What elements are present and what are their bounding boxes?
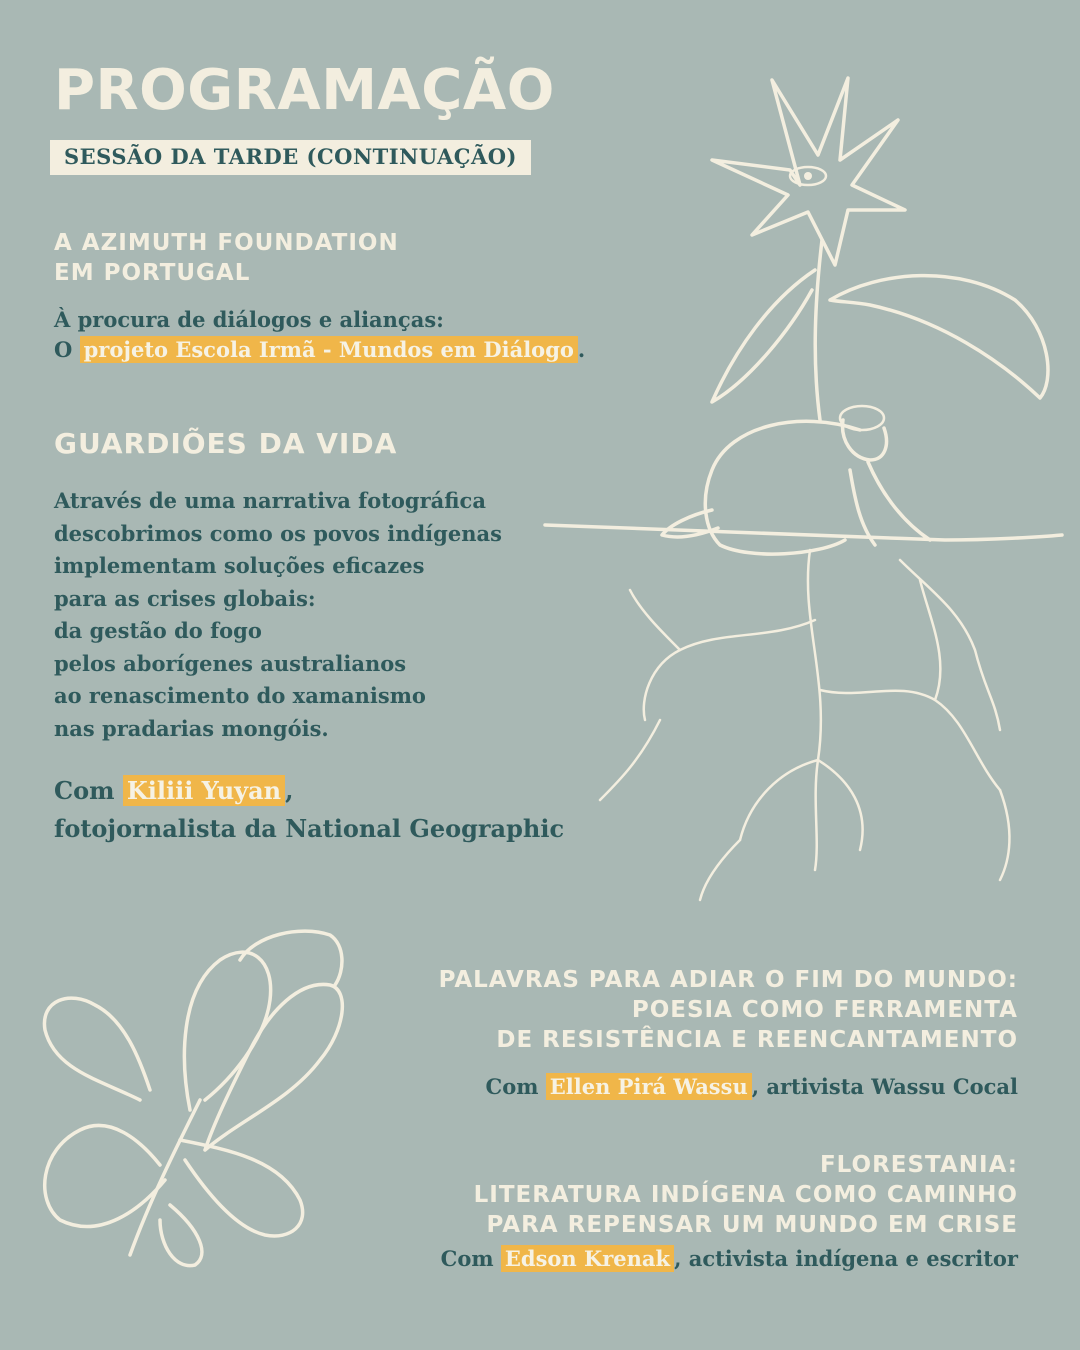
speaker-name: Ellen Pirá Wassu [546, 1073, 752, 1100]
section4-heading-line: FLORESTANIA: [819, 1152, 1018, 1178]
section2-body-line: Através de uma narrativa fotográfica [54, 488, 486, 513]
section2-credit-role: fotojornalista da National Geographic [54, 814, 565, 843]
section1-body-suffix: . [577, 337, 586, 362]
section2-credit-line [54, 772, 564, 810]
section2-body-line: para as crises globais: [54, 585, 316, 611]
section4-heading-line: LITERATURA INDÍGENA COMO CAMINHO [473, 1182, 1018, 1208]
section4-heading-line: PARA REPENSAR UM MUNDO EM CRISE [486, 1212, 1018, 1238]
speaker-name: Kiliii Yuyan [123, 775, 285, 806]
section3-heading-line: PALAVRAS PARA ADIAR O FIM DO MUNDO: [438, 967, 1018, 993]
section2-body-line: implementam soluções eficazes [54, 553, 425, 578]
section3-heading-line: DE RESISTÊNCIA E REENCANTAMENTO [496, 1027, 1018, 1053]
credit-suffix: , artivista Wassu Cocal [751, 1074, 1018, 1099]
section1-heading [54, 228, 399, 288]
section2-body [54, 485, 502, 745]
section2-body-line: descobrimos como os povos indígenas [54, 520, 502, 546]
subtitle-badge [50, 140, 531, 175]
section2-body-line: ao renascimento do xamanismo [54, 683, 426, 708]
credit-prefix: Com [440, 1246, 501, 1271]
section3-heading [439, 965, 1018, 1055]
section1-body-prefix: O [54, 337, 80, 362]
subtitle-text: SESSÃO DA TARDE (CONTINUAÇÃO) [64, 144, 517, 169]
section2-credit [54, 772, 564, 848]
section1-body-line: À procura de diálogos e alianças: [54, 307, 444, 332]
section1-body [54, 305, 585, 365]
section2-body-line: pelos aborígenes australianos [54, 650, 407, 676]
section2-body-line: nas pradarias mongóis. [54, 715, 329, 741]
section1-highlight: projeto Escola Irmã - Mundos em Diálogo [80, 336, 578, 363]
section2-heading: GUARDIÕES DA VIDA [54, 427, 398, 460]
speaker-name: Edson Krenak [501, 1245, 674, 1272]
section3-heading-line: POESIA COMO FERRAMENTA [631, 997, 1018, 1023]
credit-suffix: , [285, 776, 294, 805]
credit-prefix: Com [485, 1074, 546, 1099]
page-title: PROGRAMAÇÃO [54, 58, 555, 123]
section1-heading-line: A AZIMUTH FOUNDATION [54, 230, 399, 256]
credit-suffix: , activista indígena e escritor [674, 1246, 1018, 1271]
section4-credit [441, 1246, 1018, 1271]
section4-heading [474, 1150, 1018, 1240]
credit-prefix: Com [54, 776, 123, 805]
section1-body-line [54, 335, 585, 365]
section2-body-line: da gestão do fogo [54, 618, 262, 643]
section1-heading-line: EM PORTUGAL [54, 260, 251, 286]
section3-credit [486, 1074, 1018, 1099]
leaf-branch-icon [44, 931, 342, 1265]
